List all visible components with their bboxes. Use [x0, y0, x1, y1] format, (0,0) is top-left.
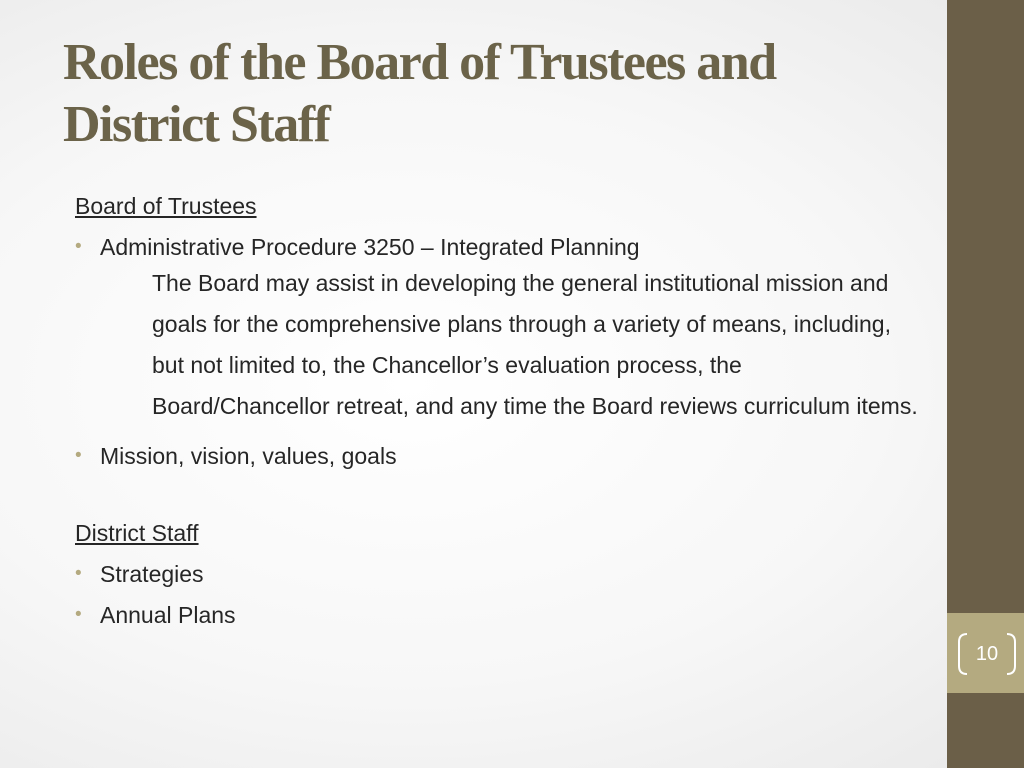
section-heading-board: Board of Trustees	[75, 193, 257, 219]
bullet-text: Strategies	[100, 561, 204, 587]
page-number-frame	[957, 632, 1017, 676]
bullet-text: Annual Plans	[100, 602, 236, 628]
section-heading-staff: District Staff	[75, 520, 199, 546]
bullet-dot-icon: •	[75, 236, 82, 257]
slide-title: Roles of the Board of Trustees and District Staff	[63, 34, 776, 153]
spacer	[75, 472, 925, 517]
bullet-item	[75, 231, 925, 263]
procedure-quote: The Board may assist in developing the general institutional mission and goals for the comprehensive plans through a variety of means, including, but not limited to, the Chancellor’s evaluation process, the Board/Chancellor retreat, and any time the Board reviews curriculum items.	[152, 270, 918, 419]
bullet-dot-icon: •	[75, 563, 82, 584]
bullet-item	[75, 558, 925, 590]
bullet-text: Mission, vision, values, goals	[100, 443, 397, 469]
bullet-dot-icon: •	[75, 445, 82, 466]
bullet-text: Administrative Procedure 3250 – Integrated Planning	[100, 234, 640, 260]
bullet-dot-icon: •	[75, 604, 82, 625]
bullet-item	[75, 599, 925, 631]
slide-content	[75, 190, 925, 631]
bullet-item	[75, 440, 925, 472]
page-number: 10	[975, 643, 999, 665]
